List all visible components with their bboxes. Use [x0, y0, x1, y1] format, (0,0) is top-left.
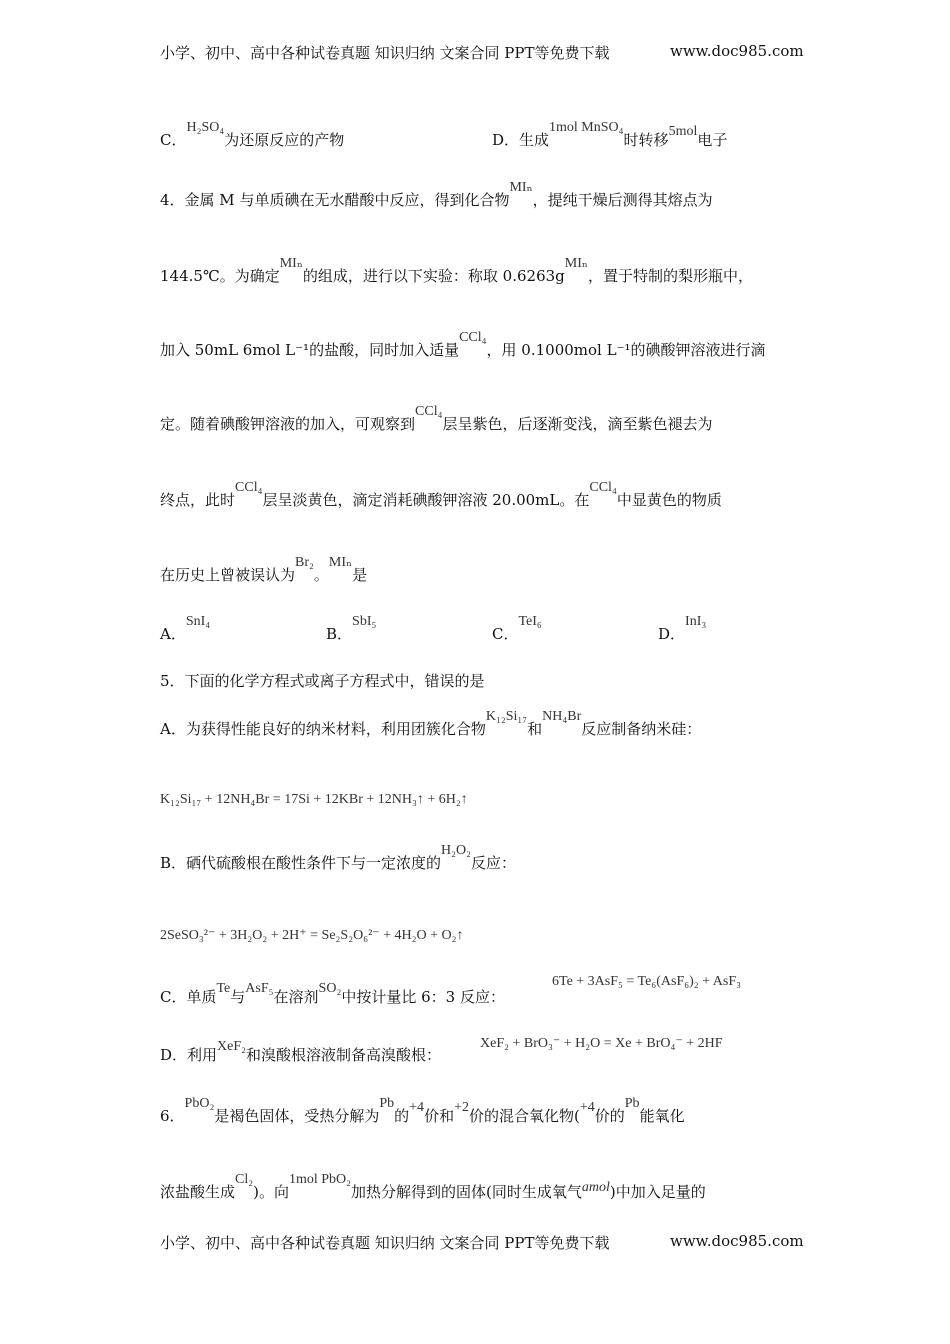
text: 终点，此时: [160, 491, 236, 509]
text: 和溴酸根溶液制备高溴酸根：: [246, 1046, 442, 1064]
formula: CCl₄: [235, 480, 263, 495]
q5-option-c: [160, 981, 505, 1009]
formula: H₂O₂: [441, 843, 472, 858]
text: 层呈淡黄色，滴定消耗碘酸钾溶液 20.00mL。在: [262, 491, 590, 509]
formula: amol: [581, 1180, 610, 1195]
text: 加入 50mL 6mol L⁻¹的盐酸，同时加入适量: [160, 341, 460, 359]
text: 浓盐酸生成: [160, 1183, 236, 1201]
option-text: 时转移: [623, 131, 669, 149]
q4-line-6: [160, 555, 368, 587]
formula: PbO₂: [184, 1096, 215, 1111]
formula: CCl₄: [459, 330, 487, 345]
text: 能氧化: [639, 1107, 685, 1125]
page-header: [160, 42, 804, 63]
formula: K₁₂Si₁₇: [485, 709, 528, 724]
header-url: www.doc985.com: [670, 42, 804, 60]
text: B．硒代硫酸根在酸性条件下与一定浓度的: [160, 854, 442, 872]
option-label: B．: [326, 625, 353, 643]
text: ，置于特制的梨形瓶中，: [587, 267, 753, 285]
q6-line-1: [160, 1096, 685, 1128]
q5-equation-a: K₁₂Si₁₇ + 12NH₄Br = 17Si + 12KBr + 12NH₃↑ + 6H₂↑: [160, 792, 468, 807]
formula: Cl₂: [235, 1172, 254, 1187]
formula: CCl₄: [589, 480, 617, 495]
formula: SO₂: [318, 981, 342, 996]
formula: InI₃: [685, 614, 707, 629]
formula: MIₙ: [564, 256, 588, 271]
text: 与: [230, 988, 246, 1006]
q5-equation-c: 6Te + 3AsF₅ = Te₆(AsF₆)₂ + AsF₃: [552, 974, 741, 989]
text: 中显黄色的物质: [616, 491, 722, 509]
text: 是: [352, 566, 368, 584]
formula: SnI₄: [185, 614, 211, 629]
formula: AsF₅: [245, 981, 274, 996]
text: 4．金属 M 与单质碘在无水醋酸中反应，得到化合物: [160, 191, 510, 209]
text: 中按计量比 6：3 反应：: [341, 988, 505, 1006]
formula: NH₄Br: [542, 709, 582, 724]
formula: +4: [409, 1100, 425, 1115]
formula: Pb: [379, 1096, 395, 1111]
text: 5．下面的化学方程式或离子方程式中，错误的是: [160, 672, 485, 690]
option-text: 为还原反应的产物: [224, 131, 345, 149]
text: 和: [527, 720, 543, 738]
text: 价的混合氧化物(: [468, 1107, 580, 1125]
q4-option-d: [658, 614, 707, 644]
q4-line-3: [160, 330, 766, 362]
text: C．单质: [160, 988, 217, 1006]
text: 的组成，进行以下实验：称取 0.6263g: [302, 267, 565, 285]
page-footer: [160, 1232, 804, 1253]
text: 加热分解得到的固体(同时生成氧气: [351, 1183, 582, 1201]
formula: 1mol PbO₂: [288, 1172, 352, 1187]
formula: TeI₆: [518, 614, 542, 629]
q4-line-4: [160, 404, 713, 436]
text: A．为获得性能良好的纳米材料，利用团簇化合物: [160, 720, 486, 738]
text: 价和: [424, 1107, 455, 1125]
text: 在溶剂: [273, 988, 319, 1006]
formula: +2: [454, 1100, 469, 1115]
q4-option-c: [492, 614, 542, 644]
q5-option-a: [160, 709, 702, 741]
formula: H₂SO₄: [186, 120, 225, 135]
formula: XeF₂: [217, 1039, 247, 1054]
text: 反应：: [471, 854, 517, 872]
formula: SbI₅: [352, 614, 377, 629]
header-text: 小学、初中、高中各种试卷真题 知识归纳 文案合同 PPT等免费下载: [160, 44, 610, 62]
q5-stem: [160, 671, 485, 691]
text: 反应制备纳米硅：: [581, 720, 702, 738]
formula: Pb: [624, 1096, 640, 1111]
option-label: A．: [160, 625, 186, 643]
option-label: D．生成: [492, 131, 550, 149]
q3-option-d: [492, 120, 728, 152]
option-text: 电子: [697, 131, 728, 149]
q5-equation-b: 2SeSO₃²⁻ + 3H₂O₂ + 2H⁺ = Se₂S₂O₆²⁻ + 4H₂O + O₂↑: [160, 928, 464, 943]
formula: 1mol MnSO₄: [549, 120, 624, 135]
q4-line-5: [160, 480, 722, 512]
formula: 5mol: [668, 124, 698, 139]
option-label: D．: [658, 625, 686, 643]
q4-option-b: [326, 614, 377, 644]
q4-line-2: [160, 256, 753, 288]
text: ，用 0.1000mol L⁻¹的碘酸钾溶液进行滴: [486, 341, 766, 359]
formula: MIₙ: [328, 555, 353, 570]
formula: Te: [216, 981, 231, 996]
footer-text: 小学、初中、高中各种试卷真题 知识归纳 文案合同 PPT等免费下载: [160, 1234, 610, 1252]
text: 的: [394, 1107, 410, 1125]
text: 。: [313, 566, 329, 584]
text: 在历史上曾被误认为: [160, 566, 296, 584]
q5-option-d: [160, 1039, 442, 1067]
formula: MIₙ: [279, 256, 303, 271]
formula: CCl₄: [415, 404, 443, 419]
text: ，提纯干燥后测得其熔点为: [532, 191, 713, 209]
text: D．利用: [160, 1046, 218, 1064]
text: )。向: [253, 1183, 289, 1201]
q4-option-a: [160, 614, 211, 644]
text: 144.5℃。为确定: [160, 267, 280, 285]
q4-line-1: [160, 180, 713, 212]
text: )中加入足量的: [609, 1183, 706, 1201]
text: 层呈紫色，后逐渐变浅，滴至紫色褪去为: [442, 415, 713, 433]
q5-equation-d: XeF₂ + BrO₃⁻ + H₂O = Xe + BrO₄⁻ + 2HF: [480, 1036, 723, 1051]
footer-url: www.doc985.com: [670, 1232, 804, 1250]
text: 6．: [160, 1107, 185, 1125]
formula: +4: [579, 1100, 595, 1115]
option-label: C．: [492, 625, 519, 643]
formula: Br₂: [295, 555, 314, 570]
formula: MIₙ: [509, 180, 533, 195]
q5-option-b: [160, 843, 517, 875]
text: 是褐色固体，受热分解为: [214, 1107, 380, 1125]
q3-option-c: [160, 120, 345, 152]
q6-line-2: [160, 1172, 706, 1204]
option-label: C．: [160, 131, 187, 149]
text: 定。随着碘酸钾溶液的加入，可观察到: [160, 415, 416, 433]
text: 价的: [594, 1107, 625, 1125]
